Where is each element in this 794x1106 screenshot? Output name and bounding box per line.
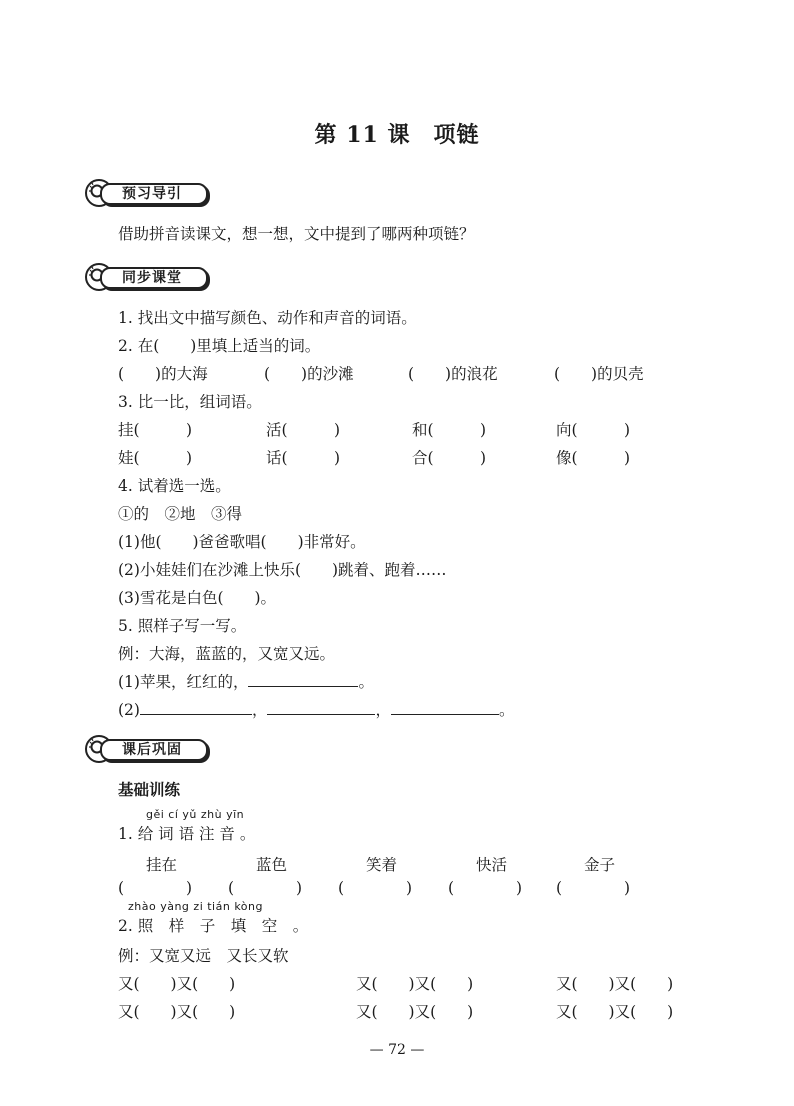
question-1: 1. 找出文中描写颜色、动作和声音的词语。 <box>118 309 417 327</box>
b2-cell: 又( )又( ) <box>356 1003 474 1021</box>
b2-example: 例：又宽又远 又长又软 <box>118 947 289 965</box>
b2-cell: 又( )又( ) <box>556 1003 674 1021</box>
q3-item: 话( ) <box>266 449 341 467</box>
q3-item: 合( ) <box>412 449 487 467</box>
answer-blank[interactable] <box>140 700 252 715</box>
section-title-after-class: 课后巩固 <box>122 742 182 758</box>
b1-answer-paren: ( ) <box>448 879 523 897</box>
preview-question: 借助拼音读课文，想一想，文中提到了哪两种项链？ <box>118 225 475 243</box>
section-header-classroom <box>84 262 214 292</box>
q2-item: ( )的贝壳 <box>554 365 644 383</box>
section-title-preview: 预习导引 <box>122 186 182 202</box>
b1-word: 快活 <box>476 856 508 874</box>
q3-item: 向( ) <box>556 421 631 439</box>
answer-blank[interactable] <box>391 700 499 715</box>
q3-item: 挂( ) <box>118 421 193 439</box>
question-3: 3. 比一比，组词语。 <box>118 393 262 411</box>
q3-item: 娃( ) <box>118 449 193 467</box>
b2-pinyin: zhào yàng zi tián kòng <box>128 900 263 913</box>
q4-sub-1: (1)他( )爸爸歌唱( )非常好。 <box>118 533 366 551</box>
b2-cell: 又( )又( ) <box>556 975 674 993</box>
b1-word: 笑着 <box>366 856 398 874</box>
basic-question-2: 2. 照 样 子 填 空 。 <box>118 917 309 935</box>
q2-item: ( )的浪花 <box>408 365 498 383</box>
b1-answer-paren: ( ) <box>118 879 193 897</box>
q3-item: 和( ) <box>412 421 487 439</box>
basic-question-1: 1. 给 词 语 注 音 。 <box>118 825 256 843</box>
section-header-after-class <box>84 734 214 764</box>
q5-example: 例：大海，蓝蓝的，又宽又远。 <box>118 645 336 663</box>
q5-sub-2: (2) ， ， 。 <box>118 701 515 719</box>
b2-cell: 又( )又( ) <box>118 1003 236 1021</box>
page-number: — 72 — <box>369 1042 425 1058</box>
q3-item: 活( ) <box>266 421 341 439</box>
question-4: 4. 试着选一选。 <box>118 477 231 495</box>
basic-training-heading: 基础训练 <box>118 781 181 799</box>
question-2: 2. 在( )里填上适当的词。 <box>118 337 321 355</box>
q4-options: ①的 ②地 ③得 <box>118 505 243 523</box>
q2-item: ( )的大海 <box>118 365 208 383</box>
lesson-title: 第 11 课 项链 <box>314 122 480 148</box>
q2-item: ( )的沙滩 <box>264 365 354 383</box>
b1-word: 金子 <box>584 856 616 874</box>
answer-blank[interactable] <box>248 672 358 687</box>
b2-cell: 又( )又( ) <box>356 975 474 993</box>
b1-answer-paren: ( ) <box>556 879 631 897</box>
b1-word: 蓝色 <box>256 856 288 874</box>
q4-sub-2: (2)小娃娃们在沙滩上快乐( )跳着、跑着…… <box>118 561 447 579</box>
b2-cell: 又( )又( ) <box>118 975 236 993</box>
section-title-classroom: 同步课堂 <box>122 270 182 286</box>
question-5: 5. 照样子写一写。 <box>118 617 247 635</box>
q3-item: 像( ) <box>556 449 631 467</box>
b1-answer-paren: ( ) <box>228 879 303 897</box>
b1-answer-paren: ( ) <box>338 879 413 897</box>
b1-pinyin: gěi cí yǔ zhù yīn <box>146 808 245 821</box>
section-header-preview <box>84 178 214 208</box>
q5-sub-1: (1)苹果，红红的， 。 <box>118 673 374 691</box>
b1-word: 挂在 <box>146 856 178 874</box>
q4-sub-3: (3)雪花是白色( )。 <box>118 589 277 607</box>
answer-blank[interactable] <box>267 700 375 715</box>
